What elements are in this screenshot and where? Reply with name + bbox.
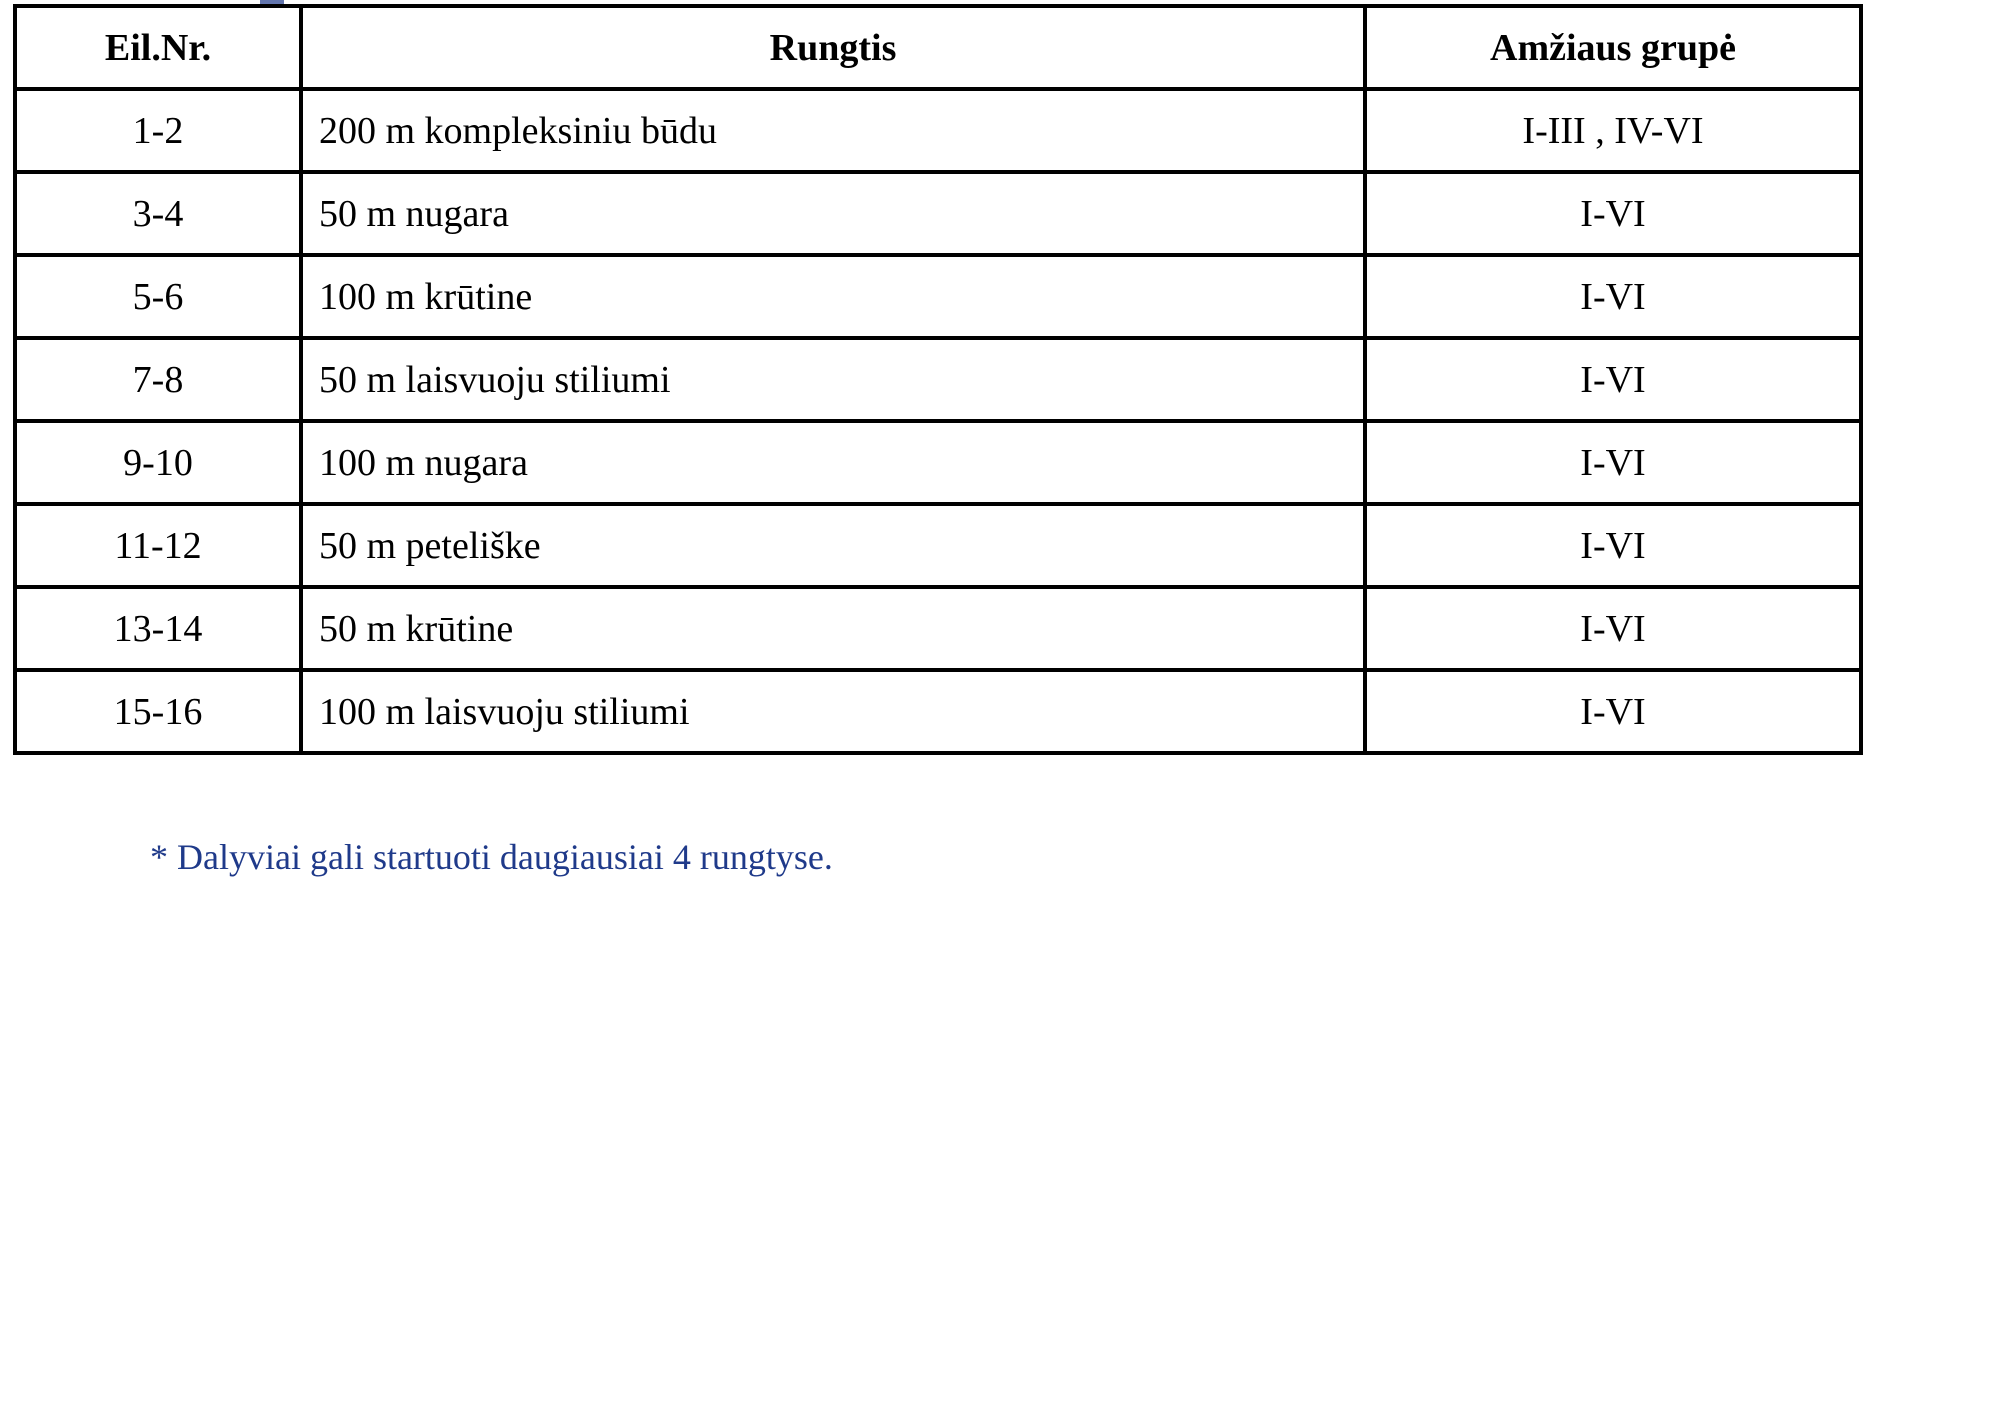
table-row: [15, 172, 1861, 255]
row-age-group: I-VI: [1365, 504, 1861, 587]
row-age-group: I-VI: [1365, 587, 1861, 670]
row-event: 50 m nugara: [301, 172, 1365, 255]
row-number: 1-2: [15, 89, 301, 172]
row-event: 100 m laisvuoju stiliumi: [301, 670, 1365, 753]
row-event: 200 m kompleksiniu būdu: [301, 89, 1365, 172]
row-number: 7-8: [15, 338, 301, 421]
events-table: [13, 4, 1863, 755]
row-event: 50 m peteliške: [301, 504, 1365, 587]
row-event: 50 m krūtine: [301, 587, 1365, 670]
table-row: [15, 338, 1861, 421]
table-row: [15, 255, 1861, 338]
row-number: 3-4: [15, 172, 301, 255]
table-row: [15, 89, 1861, 172]
header-amziaus-grupe: Amžiaus grupė: [1365, 6, 1861, 89]
row-age-group: I-VI: [1365, 255, 1861, 338]
row-number: 13-14: [15, 587, 301, 670]
row-number: 15-16: [15, 670, 301, 753]
table-row: [15, 587, 1861, 670]
footnote: * Dalyviai gali startuoti daugiausiai 4 rungtyse.: [150, 837, 833, 877]
table-row: [15, 421, 1861, 504]
row-age-group: I-VI: [1365, 421, 1861, 504]
table-header-row: [15, 6, 1861, 89]
header-rungtis: Rungtis: [301, 6, 1365, 89]
row-age-group: I-VI: [1365, 338, 1861, 421]
header-eil-nr: Eil.Nr.: [15, 6, 301, 89]
row-age-group: I-VI: [1365, 670, 1861, 753]
row-number: 5-6: [15, 255, 301, 338]
row-number: 9-10: [15, 421, 301, 504]
row-age-group: I-VI: [1365, 172, 1861, 255]
row-event: 50 m laisvuoju stiliumi: [301, 338, 1365, 421]
table-row: [15, 670, 1861, 753]
row-event: 100 m nugara: [301, 421, 1365, 504]
table-row: [15, 504, 1861, 587]
row-number: 11-12: [15, 504, 301, 587]
row-age-group: I-III , IV-VI: [1365, 89, 1861, 172]
row-event: 100 m krūtine: [301, 255, 1365, 338]
